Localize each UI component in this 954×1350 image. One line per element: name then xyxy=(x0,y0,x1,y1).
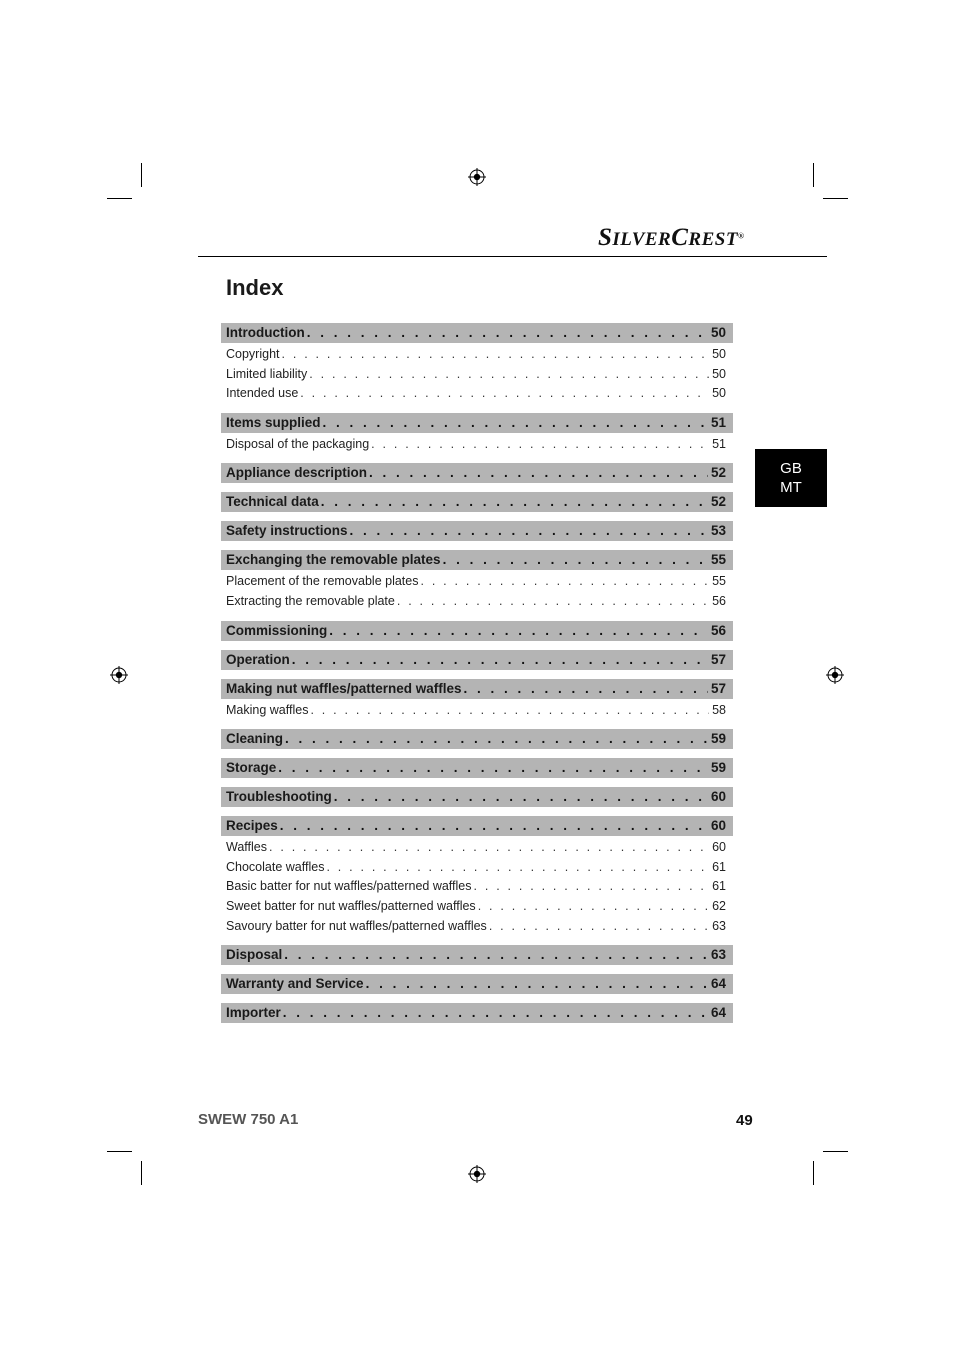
toc-dot-leader xyxy=(474,877,710,897)
toc-entry-title: Cleaning xyxy=(226,731,284,747)
toc-entry-page: 52 xyxy=(710,494,726,510)
toc-section xyxy=(221,492,733,512)
toc-dot-leader xyxy=(489,917,709,937)
toc-entry-page: 61 xyxy=(712,879,726,894)
toc-dot-leader xyxy=(300,384,709,404)
toc-chapter-row[interactable] xyxy=(221,1003,733,1023)
language-code-gb: GB xyxy=(780,460,802,477)
toc-entry-title: Chocolate waffles xyxy=(226,859,325,874)
toc-entry-page: 57 xyxy=(710,651,726,667)
toc-chapter-row[interactable] xyxy=(221,550,733,570)
registration-mark-icon xyxy=(826,666,844,684)
toc-chapter-row[interactable] xyxy=(221,974,733,994)
toc-subentry-row[interactable] xyxy=(221,592,733,612)
toc-section xyxy=(221,323,733,404)
toc-dot-leader xyxy=(464,679,708,699)
toc-entry-page: 63 xyxy=(710,947,726,963)
toc-entry-title: Commissioning xyxy=(226,622,328,638)
toc-chapter-row[interactable] xyxy=(221,758,733,778)
toc-entry-page: 51 xyxy=(712,436,726,451)
toc-entry-title: Waffles xyxy=(226,840,267,855)
toc-subentry-row[interactable] xyxy=(221,435,733,455)
toc-entry-title: Items supplied xyxy=(226,414,321,430)
toc-dot-leader xyxy=(326,858,709,878)
toc-chapter-row[interactable] xyxy=(221,945,733,965)
toc-dot-leader xyxy=(371,435,709,455)
toc-entry-title: Savoury batter for nut waffles/patterned waffles xyxy=(226,918,487,933)
toc-entry-title: Warranty and Service xyxy=(226,976,364,992)
toc-dot-leader xyxy=(350,521,708,541)
toc-subentry-row[interactable] xyxy=(221,572,733,592)
toc-entry-page: 50 xyxy=(712,347,726,361)
toc-entry-page: 61 xyxy=(712,859,726,874)
toc-entry-title: Storage xyxy=(226,760,277,776)
toc-dot-leader xyxy=(285,729,708,749)
header-divider xyxy=(198,256,827,257)
footer-page-number: 49 xyxy=(736,1112,753,1129)
toc-entry-title: Sweet batter for nut waffles/patterned waffles xyxy=(226,898,476,913)
toc-entry-page: 59 xyxy=(710,760,726,776)
toc-entry-title: Troubleshooting xyxy=(226,789,332,805)
language-code-mt: MT xyxy=(780,479,802,496)
toc-entry-title: Copyright xyxy=(226,347,280,361)
toc-dot-leader xyxy=(420,572,709,592)
toc-dot-leader xyxy=(478,897,709,917)
registered-trademark-icon: ® xyxy=(737,231,745,241)
toc-section xyxy=(221,550,733,611)
toc-section xyxy=(221,974,733,994)
toc-chapter-row[interactable] xyxy=(221,323,733,343)
toc-entry-title: Exchanging the removable plates xyxy=(226,552,441,568)
toc-chapter-row[interactable] xyxy=(221,787,733,807)
toc-entry-page: 56 xyxy=(712,593,726,608)
toc-chapter-row[interactable] xyxy=(221,492,733,512)
toc-chapter-row[interactable] xyxy=(221,463,733,483)
toc-subentry-row[interactable] xyxy=(221,345,733,365)
registration-mark-icon xyxy=(468,1165,486,1183)
toc-chapter-row[interactable] xyxy=(221,729,733,749)
crop-mark xyxy=(107,1151,132,1152)
toc-dot-leader xyxy=(309,365,709,385)
toc-chapter-row[interactable] xyxy=(221,621,733,641)
toc-entry-title: Extracting the removable plate xyxy=(226,593,395,608)
toc-chapter-row[interactable] xyxy=(221,413,733,433)
toc-entry-title: Making waffles xyxy=(226,702,309,717)
toc-entry-title: Technical data xyxy=(226,494,319,510)
toc-subentry-row[interactable] xyxy=(221,701,733,721)
toc-entry-title: Placement of the removable plates xyxy=(226,574,419,589)
toc-entry-page: 60 xyxy=(710,789,726,805)
page-title: Index xyxy=(226,275,284,300)
toc-section xyxy=(221,413,733,455)
toc-entry-title: Safety instructions xyxy=(226,523,348,539)
toc-subentry-row[interactable] xyxy=(221,384,733,404)
crop-mark xyxy=(141,1161,142,1185)
brand-logo: SILVERCREST® xyxy=(598,224,745,251)
toc-entry-page: 53 xyxy=(710,523,726,539)
toc-dot-leader xyxy=(310,701,709,721)
toc-entry-title: Importer xyxy=(226,1005,281,1021)
toc-dot-leader xyxy=(323,413,708,433)
table-of-contents xyxy=(221,323,733,1032)
toc-dot-leader xyxy=(292,650,708,670)
toc-dot-leader xyxy=(369,463,708,483)
toc-chapter-row[interactable] xyxy=(221,521,733,541)
toc-subentry-row[interactable] xyxy=(221,365,733,385)
crop-mark xyxy=(823,198,848,199)
toc-dot-leader xyxy=(278,758,708,778)
toc-entry-page: 57 xyxy=(710,680,726,696)
toc-section xyxy=(221,729,733,749)
registration-mark-icon xyxy=(110,666,128,684)
crop-mark xyxy=(141,163,142,187)
toc-dot-leader xyxy=(283,1003,708,1023)
toc-entry-title: Making nut waffles/patterned waffles xyxy=(226,680,462,696)
toc-entry-page: 55 xyxy=(712,574,726,589)
toc-section xyxy=(221,1003,733,1023)
toc-section xyxy=(221,787,733,807)
toc-entry-page: 50 xyxy=(712,366,726,381)
toc-entry-page: 63 xyxy=(712,918,726,933)
toc-dot-leader xyxy=(329,621,708,641)
toc-section xyxy=(221,621,733,641)
toc-dot-leader xyxy=(397,592,709,612)
toc-subentry-row[interactable] xyxy=(221,838,733,858)
crop-mark xyxy=(107,198,132,199)
toc-section xyxy=(221,758,733,778)
toc-entry-page: 55 xyxy=(710,552,726,568)
toc-entry-title: Appliance description xyxy=(226,465,368,481)
toc-entry-page: 60 xyxy=(712,840,726,855)
toc-chapter-row[interactable] xyxy=(221,816,733,836)
toc-entry-page: 50 xyxy=(710,325,726,340)
toc-dot-leader xyxy=(366,974,708,994)
crop-mark xyxy=(813,163,814,187)
toc-entry-title: Disposal xyxy=(226,947,283,963)
toc-subentry-row[interactable] xyxy=(221,877,733,897)
toc-entry-title: Operation xyxy=(226,651,290,667)
toc-dot-leader xyxy=(334,787,708,807)
toc-entry-page: 64 xyxy=(710,1005,726,1021)
toc-entry-page: 59 xyxy=(710,731,726,747)
toc-entry-title: Introduction xyxy=(226,325,305,340)
toc-entry-page: 56 xyxy=(710,622,726,638)
toc-dot-leader xyxy=(321,492,708,512)
toc-entry-page: 58 xyxy=(712,702,726,717)
crop-mark xyxy=(813,1161,814,1185)
toc-chapter-row[interactable] xyxy=(221,650,733,670)
toc-entry-title: Limited liability xyxy=(226,366,308,381)
toc-section xyxy=(221,679,733,721)
toc-entry-page: 50 xyxy=(712,386,726,401)
toc-dot-leader xyxy=(282,345,710,365)
registration-mark-icon xyxy=(468,168,486,186)
toc-subentry-row[interactable] xyxy=(221,858,733,878)
toc-entry-page: 62 xyxy=(712,898,726,913)
toc-section xyxy=(221,463,733,483)
toc-section xyxy=(221,945,733,965)
crop-mark xyxy=(823,1151,848,1152)
toc-entry-page: 52 xyxy=(710,465,726,481)
toc-section xyxy=(221,650,733,670)
toc-dot-leader xyxy=(443,550,708,570)
toc-entry-page: 60 xyxy=(710,818,726,834)
toc-dot-leader xyxy=(269,838,709,858)
toc-dot-leader xyxy=(280,816,708,836)
toc-entry-page: 64 xyxy=(710,976,726,992)
language-tab xyxy=(755,449,827,507)
toc-entry-title: Intended use xyxy=(226,386,299,401)
toc-dot-leader xyxy=(307,323,708,343)
toc-subentry-row[interactable] xyxy=(221,897,733,917)
toc-chapter-row[interactable] xyxy=(221,679,733,699)
toc-section xyxy=(221,816,733,936)
footer-model-number: SWEW 750 A1 xyxy=(198,1111,299,1128)
toc-subentry-row[interactable] xyxy=(221,917,733,937)
toc-entry-title: Disposal of the packaging xyxy=(226,436,370,451)
toc-entry-title: Basic batter for nut waffles/patterned waffles xyxy=(226,879,472,894)
toc-section xyxy=(221,521,733,541)
toc-dot-leader xyxy=(284,945,708,965)
toc-entry-title: Recipes xyxy=(226,818,278,834)
toc-entry-page: 51 xyxy=(710,414,726,430)
